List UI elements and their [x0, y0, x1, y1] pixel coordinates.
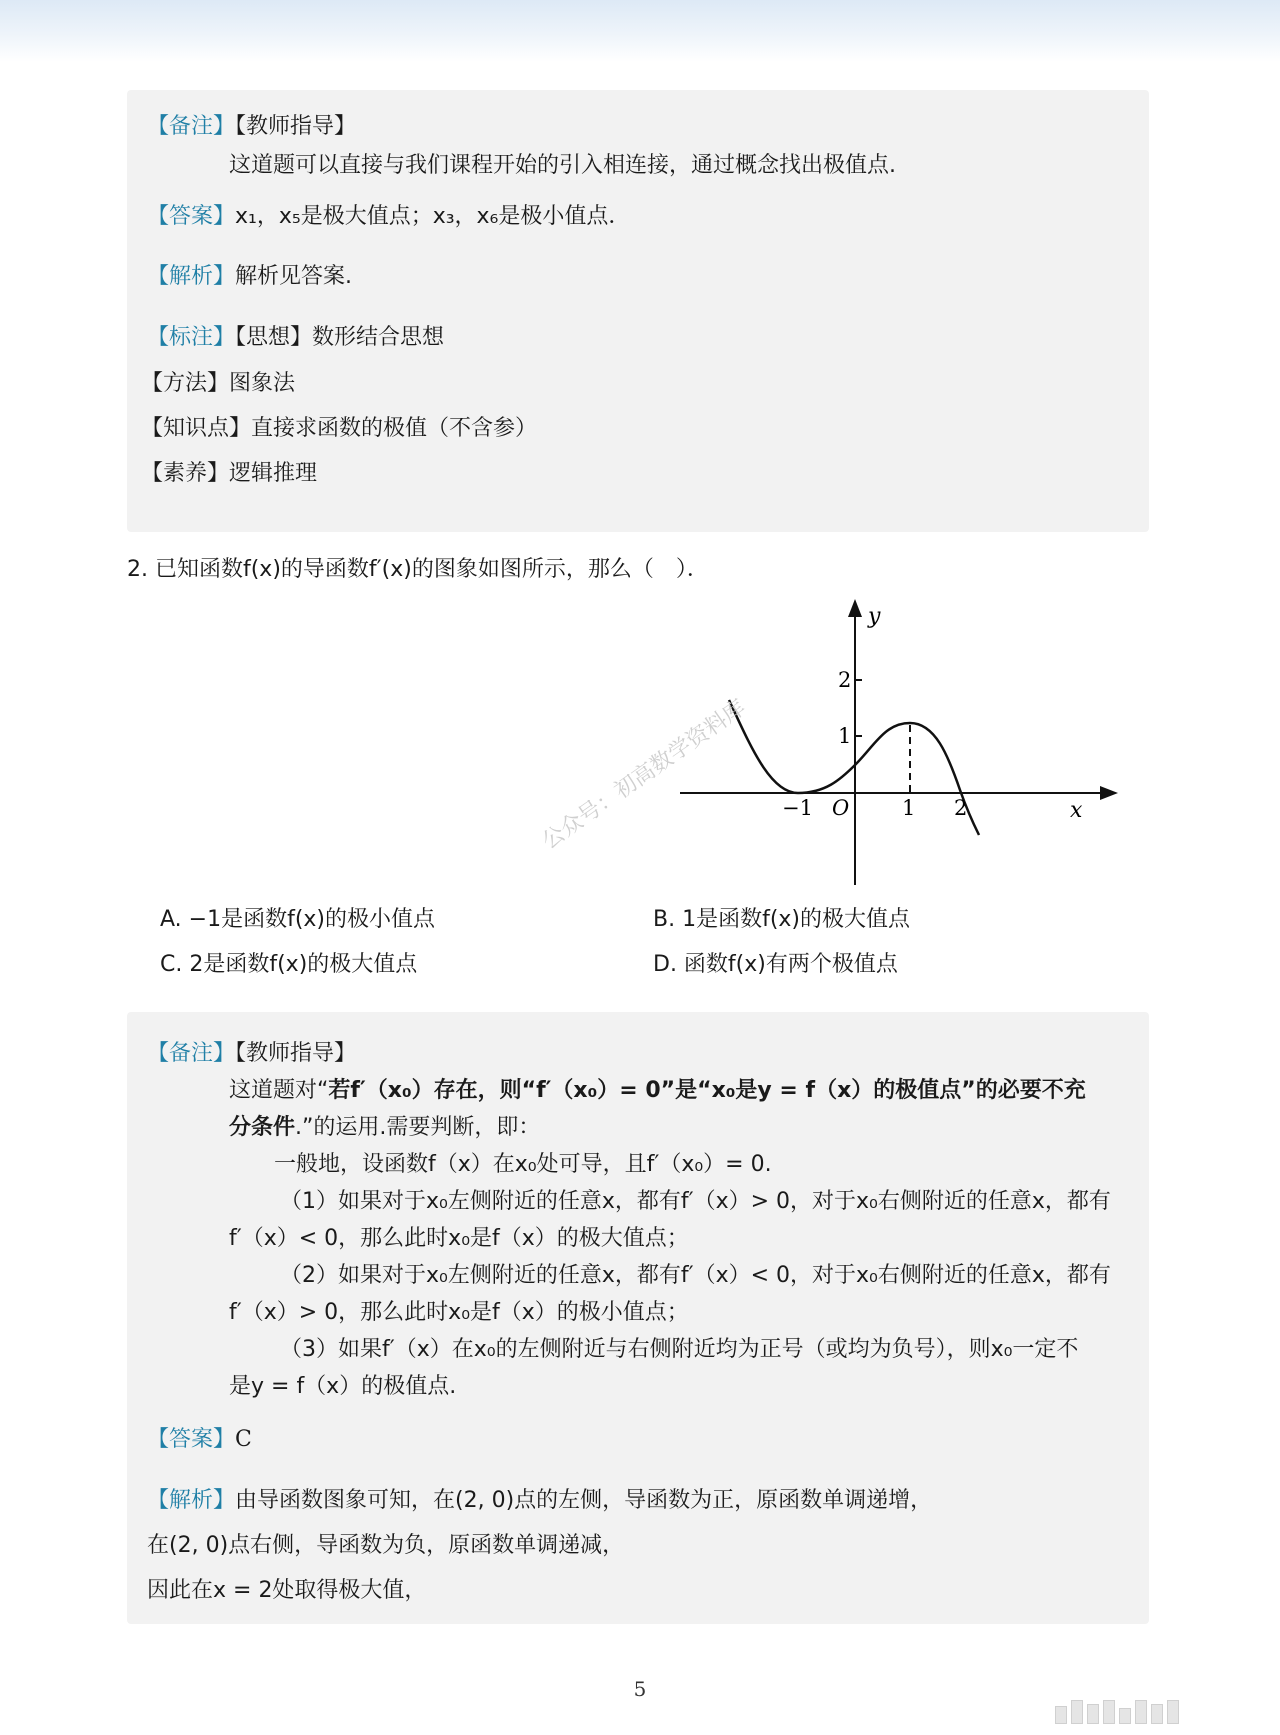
option-b[interactable]: B. 1是函数f(x)的极大值点 — [653, 907, 911, 932]
guide-line-1b: 若f′（x₀）存在，则“f′（x₀）= 0”是“x₀是y = f（x）的极值点”的必要不充 — [328, 1078, 1086, 1103]
label-text: 【思想】数形结合思想 — [235, 325, 445, 350]
guide-line-5: f′（x）< 0，那么此时x₀是f（x）的极大值点； — [229, 1226, 689, 1251]
guide-line-1 — [229, 1076, 1086, 1106]
bar-deco — [1103, 1700, 1115, 1724]
y-axis-label: y — [868, 604, 881, 629]
guide-line-1a: 这道题对“ — [229, 1078, 329, 1103]
note-box-2 — [127, 1012, 1149, 1624]
knowledge-line: 【知识点】直接求函数的极值（不含参） — [141, 416, 538, 441]
answer-text: x₁，x₅是极大值点；x₃，x₆是极小值点． — [235, 204, 631, 229]
bar-deco — [1071, 1700, 1083, 1724]
guide-line-2 — [229, 1113, 540, 1143]
option-a[interactable]: A. −1是函数f(x)的极小值点 — [160, 907, 436, 932]
x-tick-label-1: 1 — [902, 796, 916, 820]
y-tick-label-1: 1 — [838, 724, 852, 748]
derivative-graph — [670, 595, 1130, 895]
note-box-1 — [127, 90, 1149, 532]
note-header — [147, 112, 356, 142]
label-tag: 【标注】 — [147, 325, 236, 350]
solution-line-3: 因此在x = 2处取得极大值， — [147, 1578, 427, 1603]
analysis-tag: 【解析】 — [147, 264, 236, 289]
page-number: 5 — [633, 1677, 647, 1701]
top-gradient-band — [0, 0, 1280, 62]
solution-tag: 【解析】 — [147, 1488, 236, 1513]
analysis-text: 解析见答案. — [235, 264, 353, 289]
guide-line-9: 是y = f（x）的极值点. — [229, 1374, 457, 1399]
guide-line-2b: 分条件 — [229, 1115, 296, 1140]
origin-label: O — [832, 796, 850, 820]
x-tick-label-neg1: −1 — [782, 796, 813, 820]
y-axis-arrow — [848, 599, 862, 617]
bar-deco — [1151, 1704, 1163, 1724]
note-text: 这道题可以直接与我们课程开始的引入相连接，通过概念找出极值点. — [229, 153, 896, 178]
x-tick-label-2: 2 — [954, 796, 968, 820]
teacher-guide-label: 【教师指导】 — [235, 114, 357, 139]
answer-tag-2: 【答案】 — [147, 1427, 236, 1452]
guide-line-2c: .”的运用.需要判断，即： — [295, 1115, 541, 1140]
note-tag-2: 【备注】 — [147, 1041, 236, 1066]
guide-line-8: （3）如果f′（x）在x₀的左侧附近与右侧附近均为正号（或均为负号），则x₀一定不 — [280, 1337, 1079, 1362]
bar-deco — [1135, 1700, 1147, 1724]
solution-line-1 — [147, 1486, 932, 1516]
guide-line-3: 一般地，设函数f（x）在x₀处可导，且f′（x₀）= 0. — [274, 1152, 772, 1177]
answer-text-2: C — [235, 1427, 252, 1452]
bar-deco — [1055, 1706, 1067, 1724]
option-d[interactable]: D. 函数f(x)有两个极值点 — [653, 952, 898, 977]
bar-deco — [1119, 1708, 1131, 1724]
bar-deco — [1167, 1700, 1179, 1724]
label-line — [147, 323, 444, 353]
x-axis-label: x — [1070, 798, 1083, 823]
note-tag: 【备注】 — [147, 114, 236, 139]
literacy-line: 【素养】逻辑推理 — [141, 461, 318, 486]
teacher-guide-label-2: 【教师指导】 — [235, 1041, 357, 1066]
answer-line-2 — [147, 1425, 252, 1455]
bar-deco — [1087, 1704, 1099, 1724]
solution-line-2: 在(2, 0)点右侧，导函数为负，原函数单调递减， — [147, 1533, 625, 1558]
guide-line-4: （1）如果对于x₀左侧附近的任意x，都有f′（x）> 0，对于x₀右侧附近的任意x，都有 — [280, 1189, 1111, 1214]
answer-tag: 【答案】 — [147, 204, 236, 229]
question-stem: 2. 已知函数f(x)的导函数f′(x)的图象如图所示，那么（ ）． — [127, 557, 709, 582]
analysis-line — [147, 262, 352, 292]
method-line: 【方法】图象法 — [141, 371, 296, 396]
y-tick-label-2: 2 — [838, 668, 852, 692]
guide-line-7: f′（x）> 0，那么此时x₀是f（x）的极小值点； — [229, 1300, 689, 1325]
answer-line — [147, 202, 630, 232]
note-header-2 — [147, 1039, 356, 1069]
option-c[interactable]: C. 2是函数f(x)的极大值点 — [160, 952, 418, 977]
x-axis-arrow — [1100, 786, 1118, 800]
watermark: 公众号：初高数学资料库 — [537, 695, 751, 855]
solution-text-1: 由导函数图象可知，在(2, 0)点的左侧，导函数为正，原函数单调递增， — [235, 1488, 933, 1513]
decorative-bars — [1055, 1700, 1179, 1724]
guide-line-6: （2）如果对于x₀左侧附近的任意x，都有f′（x）< 0，对于x₀右侧附近的任意x，都有 — [280, 1263, 1111, 1288]
